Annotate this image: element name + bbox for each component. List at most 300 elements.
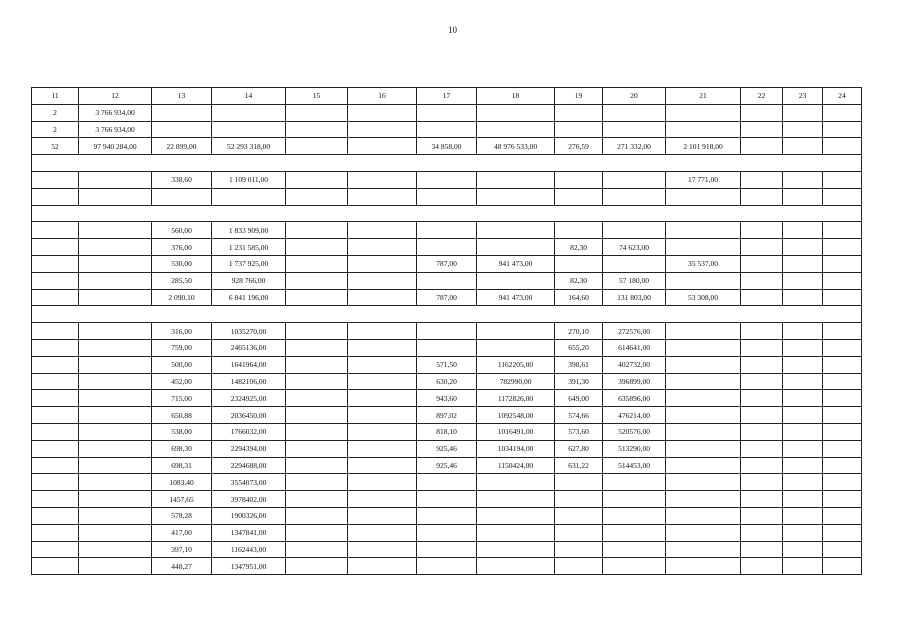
table-cell (348, 104, 417, 121)
table-row (32, 255, 862, 272)
table-cell (823, 104, 862, 121)
table-cell (477, 524, 555, 541)
table-cell (603, 491, 666, 508)
table-cell (477, 188, 555, 205)
table-cell: 578,28 (152, 507, 212, 524)
table-cell (32, 407, 79, 424)
table-cell: 52 293 318,00 (212, 138, 286, 155)
table-cell: 1347841,00 (212, 524, 286, 541)
table-cell (823, 524, 862, 541)
table-cell: 1766032,00 (212, 423, 286, 440)
table-cell: 272576,00 (603, 323, 666, 340)
table-cell (286, 104, 348, 121)
table-row (32, 423, 862, 440)
table-cell: 943,60 (417, 390, 477, 407)
table-cell (348, 407, 417, 424)
table-cell (741, 121, 783, 138)
table-cell (783, 423, 823, 440)
table-row (32, 373, 862, 390)
table-cell (823, 356, 862, 373)
table-cell: 1150424,00 (477, 457, 555, 474)
table-cell: 2 (32, 121, 79, 138)
table-cell (286, 390, 348, 407)
table-cell (603, 188, 666, 205)
table-cell (741, 272, 783, 289)
table-cell: 2036450,00 (212, 407, 286, 424)
table-cell (286, 524, 348, 541)
table-row (32, 390, 862, 407)
table-cell (555, 171, 603, 188)
table-cell (212, 188, 286, 205)
table-cell (477, 507, 555, 524)
table-cell: 1 737 925,00 (212, 255, 286, 272)
table-cell (666, 339, 741, 356)
table-cell (348, 457, 417, 474)
table-cell (32, 491, 79, 508)
table-cell (348, 491, 417, 508)
table-cell (741, 104, 783, 121)
table-cell (823, 440, 862, 457)
table-cell (79, 507, 152, 524)
table-cell: 82,30 (555, 239, 603, 256)
table-cell (348, 373, 417, 390)
table-cell (555, 255, 603, 272)
table-cell: 897,02 (417, 407, 477, 424)
table-cell (666, 323, 741, 340)
table-cell (666, 423, 741, 440)
table-cell: 452,00 (152, 373, 212, 390)
table-cell (32, 339, 79, 356)
table-cell (783, 524, 823, 541)
table-cell (286, 407, 348, 424)
table-row (32, 323, 862, 340)
table-cell: 2324925,00 (212, 390, 286, 407)
table-cell (348, 255, 417, 272)
table-cell (741, 239, 783, 256)
table-cell (555, 541, 603, 558)
table-cell (666, 524, 741, 541)
table-cell (603, 558, 666, 575)
table-cell: 560,00 (152, 222, 212, 239)
table-cell (666, 491, 741, 508)
table-cell (286, 171, 348, 188)
table-cell (348, 188, 417, 205)
table-cell (477, 272, 555, 289)
table-cell (79, 188, 152, 205)
table-cell: 48 976 533,00 (477, 138, 555, 155)
table-cell (741, 390, 783, 407)
table-cell: 513290,00 (603, 440, 666, 457)
table-cell (348, 339, 417, 356)
table-cell (603, 524, 666, 541)
table-row (32, 507, 862, 524)
table-cell: 1482106,00 (212, 373, 286, 390)
table-cell (32, 323, 79, 340)
table-cell (477, 323, 555, 340)
table-cell: 500,00 (152, 356, 212, 373)
table-cell (212, 104, 286, 121)
table-cell (79, 423, 152, 440)
table-cell (783, 171, 823, 188)
table-cell: 82,30 (555, 272, 603, 289)
table-cell (603, 541, 666, 558)
table-row (32, 171, 862, 188)
table-cell (32, 356, 79, 373)
table-cell (286, 121, 348, 138)
column-header: 11 (32, 88, 79, 105)
table-cell (823, 491, 862, 508)
table-cell: 2 101 918,00 (666, 138, 741, 155)
table-cell (823, 323, 862, 340)
table-cell: 391,30 (555, 373, 603, 390)
table-cell (741, 524, 783, 541)
table-cell (286, 188, 348, 205)
table-cell: 787,00 (417, 289, 477, 306)
table-cell (666, 457, 741, 474)
table-cell: 698,31 (152, 457, 212, 474)
table-cell: 1162205,00 (477, 356, 555, 373)
table-cell (603, 255, 666, 272)
table-cell (79, 373, 152, 390)
table-row (32, 524, 862, 541)
table-cell (477, 558, 555, 575)
table-cell (783, 407, 823, 424)
table-row (32, 356, 862, 373)
table-cell (417, 188, 477, 205)
table-cell (348, 272, 417, 289)
table-cell: 941 473,00 (477, 289, 555, 306)
table-cell (666, 390, 741, 407)
table-cell: 338,60 (152, 171, 212, 188)
table-cell (783, 474, 823, 491)
table-cell (555, 222, 603, 239)
table-cell (666, 121, 741, 138)
table-cell (555, 104, 603, 121)
table-cell (823, 373, 862, 390)
table-cell (79, 541, 152, 558)
table-cell (783, 457, 823, 474)
table-row (32, 104, 862, 121)
column-header: 24 (823, 88, 862, 105)
table-cell: 3978402,00 (212, 491, 286, 508)
table-cell (286, 541, 348, 558)
table-cell (417, 323, 477, 340)
table-cell (741, 171, 783, 188)
section-separator-cell (32, 205, 862, 222)
table-cell (417, 524, 477, 541)
table-cell: 3 766 934,00 (79, 121, 152, 138)
table-cell (783, 104, 823, 121)
table-cell (286, 474, 348, 491)
table-cell: 270,10 (555, 323, 603, 340)
table-cell: 1162443,00 (212, 541, 286, 558)
table-cell (79, 457, 152, 474)
table-cell (741, 558, 783, 575)
table-cell (32, 474, 79, 491)
table-cell (741, 373, 783, 390)
table-cell (152, 188, 212, 205)
table-cell: 57 180,00 (603, 272, 666, 289)
table-cell: 2 090,10 (152, 289, 212, 306)
header-row (32, 88, 862, 105)
table-cell (741, 423, 783, 440)
table-cell: 1035270,00 (212, 323, 286, 340)
table-cell (783, 255, 823, 272)
table-cell: 1347951,00 (212, 558, 286, 575)
table-cell (79, 440, 152, 457)
table-cell (417, 171, 477, 188)
table-cell: 34 858,00 (417, 138, 477, 155)
table-cell (783, 440, 823, 457)
table-cell: 571,50 (417, 356, 477, 373)
table-cell (783, 239, 823, 256)
table-cell (477, 239, 555, 256)
table-cell (417, 104, 477, 121)
table-cell (783, 222, 823, 239)
table-cell: 271 332,00 (603, 138, 666, 155)
table-cell: 925,46 (417, 440, 477, 457)
table-cell (79, 407, 152, 424)
table-cell (348, 138, 417, 155)
table-cell (32, 239, 79, 256)
data-table (31, 87, 862, 575)
table-cell (666, 188, 741, 205)
table-cell (32, 373, 79, 390)
table-cell (741, 255, 783, 272)
table-cell: 925,46 (417, 457, 477, 474)
table-cell (666, 507, 741, 524)
table-cell (348, 558, 417, 575)
table-cell: 635896,00 (603, 390, 666, 407)
table-cell (741, 138, 783, 155)
table-cell: 630,20 (417, 373, 477, 390)
table-cell (823, 457, 862, 474)
table-cell: 276,59 (555, 138, 603, 155)
table-cell (286, 272, 348, 289)
table-row (32, 188, 862, 205)
table-cell (348, 222, 417, 239)
table-cell (666, 104, 741, 121)
section-separator-row (32, 205, 862, 222)
table-cell (823, 507, 862, 524)
column-header: 21 (666, 88, 741, 105)
table-cell: 530,00 (152, 255, 212, 272)
table-cell: 417,00 (152, 524, 212, 541)
table-cell (286, 255, 348, 272)
table-cell: 614641,00 (603, 339, 666, 356)
table-cell: 627,80 (555, 440, 603, 457)
table-cell (348, 239, 417, 256)
table-cell (477, 171, 555, 188)
table-cell (666, 222, 741, 239)
table-cell (783, 272, 823, 289)
table-cell (32, 390, 79, 407)
table-cell (783, 289, 823, 306)
table-cell: 1641964,00 (212, 356, 286, 373)
table-cell (32, 255, 79, 272)
table-cell (32, 272, 79, 289)
table-cell (79, 323, 152, 340)
table-cell (286, 457, 348, 474)
table-row (32, 407, 862, 424)
table-cell (783, 323, 823, 340)
column-header: 23 (783, 88, 823, 105)
table-cell (79, 171, 152, 188)
table-cell (348, 121, 417, 138)
table-cell (348, 356, 417, 373)
column-header: 14 (212, 88, 286, 105)
table-cell (152, 104, 212, 121)
table-cell: 1 109 011,00 (212, 171, 286, 188)
table-cell (603, 507, 666, 524)
table-cell: 164,60 (555, 289, 603, 306)
table-cell (741, 323, 783, 340)
table-cell: 1034194,00 (477, 440, 555, 457)
table-cell (477, 541, 555, 558)
table-cell (823, 541, 862, 558)
table-cell: 2294688,00 (212, 457, 286, 474)
table-cell: 6 841 196,00 (212, 289, 286, 306)
table-cell: 1083,40 (152, 474, 212, 491)
table-cell (417, 491, 477, 508)
table-row (32, 239, 862, 256)
table-cell: 3554073,00 (212, 474, 286, 491)
section-separator-row (32, 155, 862, 172)
table-cell (212, 121, 286, 138)
table-cell: 1457,65 (152, 491, 212, 508)
table-cell: 448,27 (152, 558, 212, 575)
table-cell (666, 407, 741, 424)
column-header: 22 (741, 88, 783, 105)
table-cell (286, 356, 348, 373)
table-cell: 397,10 (152, 541, 212, 558)
table-cell: 928 766,00 (212, 272, 286, 289)
table-cell (286, 239, 348, 256)
table-cell (417, 121, 477, 138)
table-cell (348, 524, 417, 541)
table-row (32, 558, 862, 575)
table-cell (348, 323, 417, 340)
table-cell (603, 121, 666, 138)
table-cell (477, 491, 555, 508)
table-cell: 131 803,00 (603, 289, 666, 306)
column-header: 15 (286, 88, 348, 105)
table-cell (79, 222, 152, 239)
table-cell (417, 541, 477, 558)
table-cell (555, 121, 603, 138)
table-cell (32, 222, 79, 239)
table-cell (286, 138, 348, 155)
table-cell: 3 766 934,00 (79, 104, 152, 121)
table-cell (79, 255, 152, 272)
table-row (32, 289, 862, 306)
table-cell: 1172826,00 (477, 390, 555, 407)
table-cell (555, 558, 603, 575)
table-cell: 35 537,00 (666, 255, 741, 272)
table-cell (666, 272, 741, 289)
table-cell (823, 339, 862, 356)
table-cell: 1 231 585,00 (212, 239, 286, 256)
table-cell (286, 339, 348, 356)
table-cell (286, 507, 348, 524)
table-cell: 285,50 (152, 272, 212, 289)
table-cell (783, 121, 823, 138)
table-cell (286, 373, 348, 390)
table-cell (666, 558, 741, 575)
table-cell (783, 188, 823, 205)
table-cell (741, 289, 783, 306)
table-cell: 1092548,00 (477, 407, 555, 424)
table-cell (666, 474, 741, 491)
table-cell: 715,00 (152, 390, 212, 407)
table-cell (823, 255, 862, 272)
table-cell (603, 171, 666, 188)
table-row (32, 272, 862, 289)
table-cell (823, 222, 862, 239)
table-cell (823, 558, 862, 575)
table-cell (32, 507, 79, 524)
table-row (32, 121, 862, 138)
table-cell (348, 440, 417, 457)
table-cell (783, 138, 823, 155)
table-cell (417, 222, 477, 239)
table-cell (32, 423, 79, 440)
table-cell (555, 188, 603, 205)
table-cell (348, 474, 417, 491)
table-cell (741, 507, 783, 524)
table-cell (823, 272, 862, 289)
table-cell: 1 833 909,00 (212, 222, 286, 239)
section-separator-row (32, 306, 862, 323)
table-cell: 476214,00 (603, 407, 666, 424)
table-cell (603, 474, 666, 491)
table-cell (783, 507, 823, 524)
table-cell: 759,00 (152, 339, 212, 356)
table-cell (32, 524, 79, 541)
table-row (32, 339, 862, 356)
table-cell (823, 239, 862, 256)
table-cell (286, 323, 348, 340)
table-cell (783, 356, 823, 373)
table-cell: 782990,00 (477, 373, 555, 390)
table-cell (741, 339, 783, 356)
section-separator-cell (32, 155, 862, 172)
table-cell (79, 339, 152, 356)
table-cell (741, 491, 783, 508)
table-row (32, 222, 862, 239)
table-cell: 402732,00 (603, 356, 666, 373)
table-cell: 698,30 (152, 440, 212, 457)
table-cell: 52 (32, 138, 79, 155)
table-cell (286, 491, 348, 508)
table-cell (348, 423, 417, 440)
column-header: 20 (603, 88, 666, 105)
table-cell: 520576,00 (603, 423, 666, 440)
table-cell (79, 491, 152, 508)
table-cell (823, 407, 862, 424)
table-cell: 574,66 (555, 407, 603, 424)
table-cell (348, 171, 417, 188)
table-cell (783, 339, 823, 356)
table-cell: 74 623,00 (603, 239, 666, 256)
column-header: 16 (348, 88, 417, 105)
column-header: 17 (417, 88, 477, 105)
table-cell (477, 222, 555, 239)
table-cell: 398,61 (555, 356, 603, 373)
table-cell (79, 558, 152, 575)
column-header: 12 (79, 88, 152, 105)
table-cell (79, 289, 152, 306)
